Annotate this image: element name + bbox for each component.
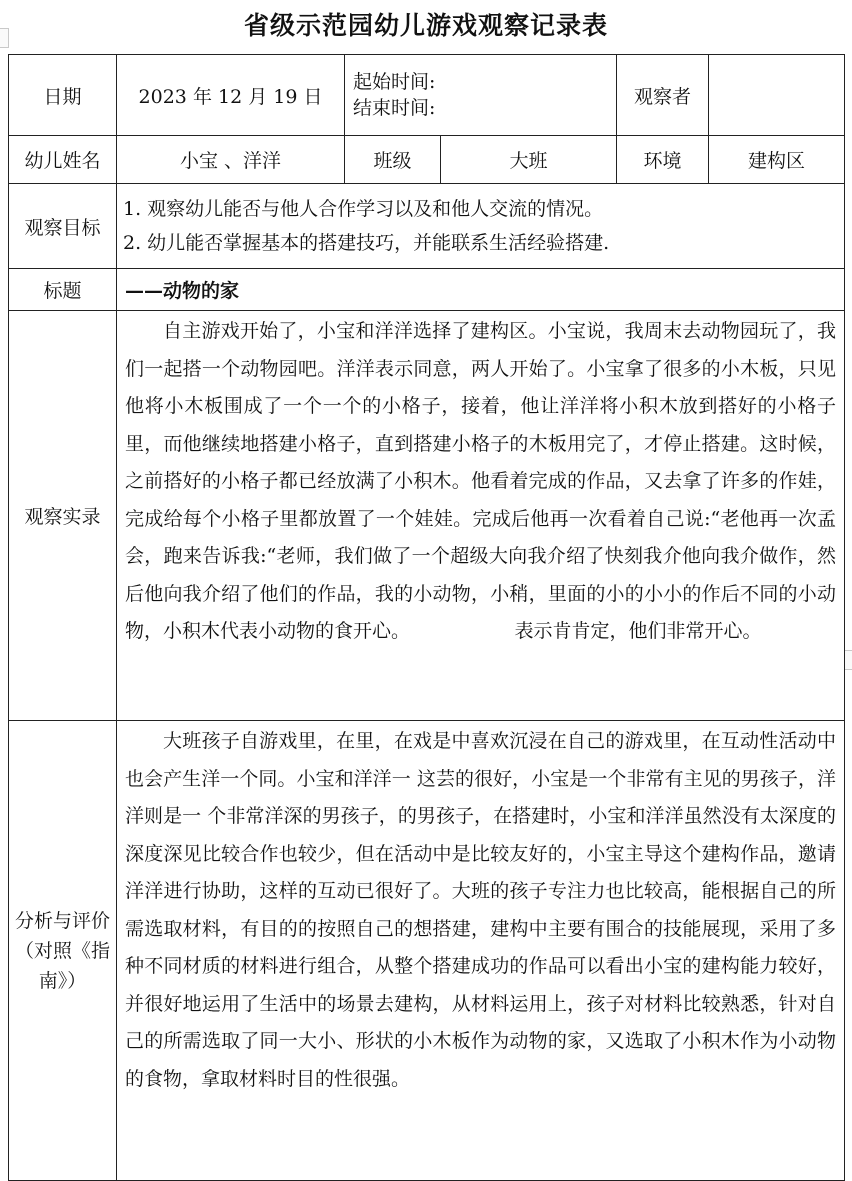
goal-item: 2. 幼儿能否掌握基本的搭建技巧，并能联系生活经验搭建. [123, 232, 610, 254]
observation-text: 自主游戏开始了，小宝和洋洋选择了建构区。小宝说，我周末去动物园玩了，我们一起搭一个动物园吧。洋洋表示同意，两人开始了。小宝拿了很多的小木板，只见他将小木板围成了一个一个的小格子，接着，他让洋洋将小积木放到搭好的小格子里，而他继续地搭建小格子，直到搭建小格子的木板用完了，才停止搭建。这时候，之前搭好的小格子都已经放满了小积木。他看着完成的作品，又去拿了许多的作娃，完成给每个小格子里都放置了一个娃娃。完成后他再一次看着自己说:“老他再一次孟会，跑来告诉我:“老师，我们做了一个超级大向我介绍了快刻我介他向我介做作，然后他向我介绍了他们的作品，我的小动物，小稍，里面的小的小小的作后不同的小动物，小积木代表小动物的食开心。 表示肯肯定，他们非常开心。 [125, 320, 836, 642]
observation-cell [117, 311, 845, 721]
analysis-cell [117, 721, 845, 1181]
child-name-label: 幼儿姓名 [9, 136, 117, 184]
date-label: 日期 [9, 55, 117, 136]
page-title: 省级示范园幼儿游戏观察记录表 [243, 11, 608, 40]
row-child-info [9, 136, 845, 184]
analysis-label: 分析与评价（对照《指南》） [9, 721, 117, 1181]
class-label: 班级 [345, 136, 441, 184]
right-edge-marker [844, 650, 852, 670]
observation-label: 观察实录 [9, 311, 117, 721]
analysis-text: 大班孩子自游戏里，在里，在戏是中喜欢沉浸在自己的游戏里，在互动性活动中也会产生洋一个同。小宝和洋洋一 这芸的很好，小宝是一个非常有主见的男孩子，洋洋则是一 个非常洋深的男孩子，的男孩子，在搭建时，小宝和洋洋虽然没有太深度的深度深见比较合作也较少，但在活动中是比较友好的，小宝主导这个建构作品，邀请洋洋进行协助，这样的互动已很好了。大班的孩子专注力也比较高，能根据自己的所需选取材料，有目的的按照自己的想搭建，建构中主要有围合的技能展现，采用了多种不同材质的材料进行组合，从整个搭建成功的作品可以看出小宝的建构能力较好，并很好地运用了生活中的场景去建构，从材料运用上，孩子对材料比较熟悉，针对自己的所需选取了同一大小、形状的小木板作为动物的家，又选取了小积木作为小动物的食物，拿取材料时目的性很强。 [125, 730, 836, 1090]
row-date [9, 55, 845, 136]
date-value: 2023 年 12 月 19 日 [117, 55, 345, 136]
subject-value: ——动物的家 [117, 269, 845, 311]
observer-value [709, 55, 845, 136]
subject-label: 标题 [9, 269, 117, 311]
row-analysis [9, 721, 845, 1181]
child-name-value: 小宝 、洋洋 [117, 136, 345, 184]
row-observation [9, 311, 845, 721]
goal-item: 1. 观察幼儿能否与他人合作学习以及和他人交流的情况。 [123, 198, 604, 220]
observer-label: 观察者 [617, 55, 709, 136]
environment-label: 环境 [617, 136, 709, 184]
observation-record-table [8, 54, 845, 1181]
goal-label: 观察目标 [9, 184, 117, 269]
goal-list [117, 184, 845, 269]
row-goals [9, 184, 845, 269]
time-cell [345, 55, 617, 136]
class-value: 大班 [441, 136, 617, 184]
end-time-label: 结束时间: [353, 97, 436, 119]
start-time-label: 起始时间: [353, 71, 436, 93]
row-subject [9, 269, 845, 311]
environment-value: 建构区 [709, 136, 845, 184]
